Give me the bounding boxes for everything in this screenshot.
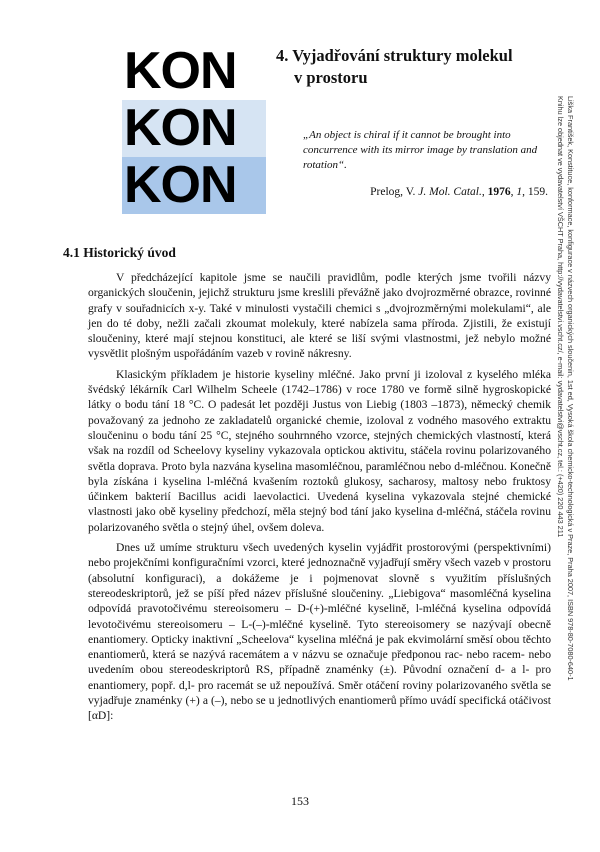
logo-text-line: KON [124,156,237,214]
side-note-line1: Liška František, Konstituce, konformace, konfigurace v názvech organických sloučenin, 1st ed, Vysoká škola chemicko-technologická v Praze, Praha 2007, ISBN 978-80-7080-640-1 [566,96,575,681]
page-number: 153 [291,794,309,808]
section-title: 4.1 Historický úvod [63,245,176,260]
chapter-title [276,45,546,89]
chapter-title-line2: v prostoru [294,68,368,87]
citation-volume: 1 [516,186,523,198]
chapter-title-line1: 4. Vyjadřování struktury molekul [276,46,513,65]
side-copyright-note [549,96,575,786]
epigraph-quote: „An object is chiral if it cannot be brought into concurrence with its mirror image by translation and rotation“. [303,129,538,171]
side-note-line2: Knihu lze objednat ve vydavatelství VŠCHT Praha, http://vydavatelstvi.vscht.cz/, e-mail: vydavatelstvi@vscht.cz, tel.: (+420) 220 443 211 [556,96,565,538]
epigraph-citation: Prelog, V. J. Mol. Catal., 1976, 1, 159. [370,186,548,198]
paragraph: Dnes už umíme strukturu všech uvedených kyselin vyjádřit prostorovými (perspektivními) nebo projekčními konfiguračními vzorci, které jednoznačně vyjadřují směry všech vazeb v prostoru (absolutní konfiguraci), a dokážeme je i pojmenovat slovně s využitím příslušných stereodeskriptorů, jež se píší před název příslušné sloučeniny. „Liebigova“ masomléčná kyselina odpovídá pravotočivému stereoisomeru – D-(+)-mléčné kyselině, l-mléčná kyselina odpovídá levotočivému stereoisomeru – L-(–)-mléčné kyselině. Tyto stereoisomery se nazývají obecně enantiomery. Opticky inaktivní „Scheelova“ kyselina mléčná je pak ekvimolární směsí obou těchto enantiomerů, která se nazývá racemátem a v názvu se označuje předponou rac- nebo racem- nebo uvedením obou stereodeskriptorů RS, případně znaménky (±). Původní označení d- a l- pro enantiomery, popř. d,l- pro racemát se už nepoužívá. Směr otáčení roviny polarizovaného světla se vyjadřuje znaménky (+) a (–), nebo se u jednotlivých enantiomerů přímo uvádí specifická otáčivost [αD]: [88,541,551,723]
paragraph: Klasickým příkladem je historie kyseliny mléčné. Jako první ji izoloval z kyselého mléka švédský lékárník Carl Wilhelm Scheele (1742–1786) v roce 1780 ve formě silně hygroskopické látky o bodu tání 18 °C. O padesát let později Justus von Liebig (1803 –1873), německý chemik považovaný za jednoho ze zakladatelů organické chemie, izoloval z vodného masového extraktu sloučeninu o bodu tání 25 °C, stejného souhrnného vzorce, stejných chemických vlastností, která však na rozdíl od Scheelovy kyseliny vykazovala optickou aktivitu, stáčela rovinu polarizovaného světla doprava. Proto byla nazvána kyselina masomléčnou, paramléčnou nebo d-mléčnou. Konečně byla získána i kyselina l-mléčná kvašením roztoků glukosy, sacharosy, maltosy nebo fruktosy účinkem bakterií Bacillus acidi laevolactici. Uvedená kyselina vykazovala stejné chemické vlastnosti jako obě kyseliny předchozí, měla stejný bod tání jako kyselina d-mléčná, stáčela rovinu polarizovaného světla o stejný úhel, ovšem doleva. [88,367,551,534]
citation-author: Prelog, V. [370,186,419,198]
logo-text-line: KON [124,42,237,100]
citation-year: 1976 [487,186,511,198]
paragraph: V předcházející kapitole jsme se naučili pravidlům, podle kterých jsme tvořili názvy organických sloučenin, jejichž strukturu jsme kreslili převážně jako dvojrozměrné obrazce, rovinné grafy v souřadnicích x-y. Také v minulosti vystačili chemici s „dvojrozměrnými molekulami“, ale jen do té doby, nežli začali zkoumat molekuly, které nabízela sama příroda. Zjistili, že existují sloučeniny, které mají stejnou konstituci, ale které se liší svými vlastnostmi, jež nebylo možné vysvětlit plošným uspořádáním vazeb v rovině nákresny. [88,271,551,361]
citation-journal: J. Mol. Catal. [418,186,482,198]
body-text [88,270,551,729]
logo-text-line: KON [124,99,237,157]
citation-pages: , 159. [522,186,548,198]
kon-logo [122,43,266,215]
